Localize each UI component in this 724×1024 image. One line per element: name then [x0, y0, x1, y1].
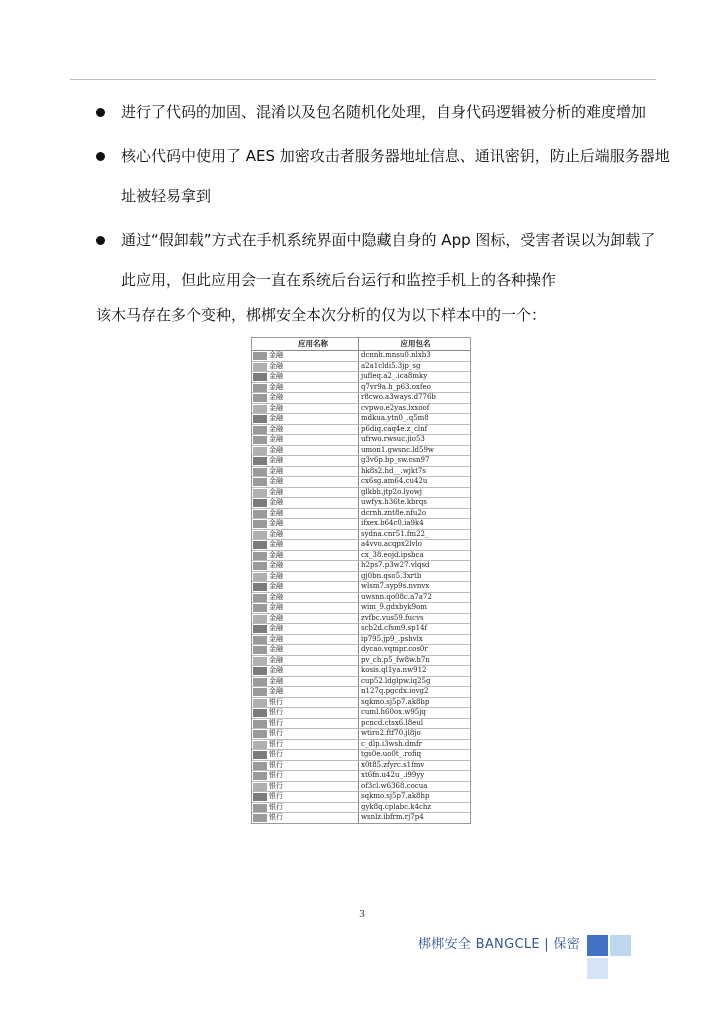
table-row: [251, 582, 471, 593]
app-name-text: 银行: [269, 739, 283, 748]
package-name-cell: ifxex.b64c0.ia9k4: [359, 519, 472, 530]
package-name-cell: wsnlz.ibfrm.rj7p4: [359, 813, 472, 824]
package-name-cell: sqkmo.sj5p7.ak8hp: [359, 697, 472, 708]
app-name-text: 金融: [269, 624, 283, 633]
package-name-cell: cx6sg.am64.cu42u: [359, 477, 472, 488]
redacted-app-icon: [253, 741, 267, 749]
table-row: [251, 697, 471, 708]
app-name-text: 金融: [269, 592, 283, 601]
app-name-text: 金融: [269, 361, 283, 370]
app-name-text: 金融: [269, 477, 283, 486]
app-name-text: 银行: [269, 802, 283, 811]
app-name-text: 金融: [269, 351, 283, 360]
app-name-cell: [251, 603, 359, 614]
app-name-cell: [251, 750, 359, 761]
package-name-cell: of3cl.w6368.cocua: [359, 781, 472, 792]
app-name-text: 金融: [269, 424, 283, 433]
package-name-cell: ufrwo.rwsuc.jio53: [359, 435, 472, 446]
table-row: [251, 477, 471, 488]
app-name-text: 银行: [269, 729, 283, 738]
table-row: [251, 466, 471, 477]
package-name-cell: kosis.ql1ya.nw912: [359, 666, 472, 677]
package-name-cell: pcncd.ctsx6.l8eul: [359, 718, 472, 729]
logo-square-light: [610, 935, 631, 956]
package-name-cell: sydna.cnr51.fm22_: [359, 529, 472, 540]
app-name-text: 金融: [269, 603, 283, 612]
app-name-cell: [251, 739, 359, 750]
app-name-cell: [251, 571, 359, 582]
bullet-text-line: 通过“假卸载”方式在手机系统界面中隐藏自身的 App 图标，受害者误以为卸载了: [121, 231, 656, 249]
bullet-text-line: 进行了代码的加固、混淆以及包名随机化处理，自身代码逻辑被分析的难度增加: [121, 103, 647, 121]
table-row: [251, 540, 471, 551]
table-row: [251, 760, 471, 771]
package-name-cell: dcrnh.znt8e.nfu2o: [359, 508, 472, 519]
table-row: [251, 708, 471, 719]
redacted-app-icon: [253, 499, 267, 507]
app-name-cell: [251, 613, 359, 624]
package-name-cell: gyk8q.cplabc.k4chz: [359, 802, 472, 813]
column-header-package-name: 应用包名: [359, 337, 472, 351]
package-name-cell: wim_9.gdxbyk9om: [359, 603, 472, 614]
app-name-text: 金融: [269, 466, 283, 475]
app-name-text: 金融: [269, 540, 283, 549]
intro-paragraph: 该木马存在多个变种，梆梆安全本次分析的仅为以下样本中的一个：: [96, 306, 547, 324]
redacted-app-icon: [253, 478, 267, 486]
table-body: [251, 351, 471, 824]
table-row: [251, 508, 471, 519]
redacted-app-icon: [253, 657, 267, 665]
app-name-cell: [251, 718, 359, 729]
redacted-app-icon: [253, 373, 267, 381]
app-name-text: 金融: [269, 550, 283, 559]
table-row: [251, 393, 471, 404]
app-name-cell: [251, 792, 359, 803]
app-name-cell: [251, 634, 359, 645]
app-name-cell: [251, 729, 359, 740]
app-name-text: 金融: [269, 382, 283, 391]
app-name-text: 金融: [269, 519, 283, 528]
app-name-cell: [251, 666, 359, 677]
app-name-cell: [251, 456, 359, 467]
redacted-app-icon: [253, 636, 267, 644]
app-name-text: 银行: [269, 718, 283, 727]
bullet-dot-icon: [96, 152, 105, 161]
app-name-text: 金融: [269, 435, 283, 444]
redacted-app-icon: [253, 804, 267, 812]
app-name-cell: [251, 781, 359, 792]
table-row: [251, 666, 471, 677]
app-name-text: 金融: [269, 393, 283, 402]
package-name-cell: sqkmo.sj5p7.ak8hp: [359, 792, 472, 803]
app-name-text: 金融: [269, 445, 283, 454]
app-name-cell: [251, 372, 359, 383]
redacted-app-icon: [253, 646, 267, 654]
app-name-text: 金融: [269, 498, 283, 507]
footer-brand-text: 梆梆安全 BANGCLE | 保密: [418, 937, 581, 952]
table-row: [251, 687, 471, 698]
app-name-cell: [251, 414, 359, 425]
app-name-text: 银行: [269, 792, 283, 801]
table-row: [251, 603, 471, 614]
bullet-dot-icon: [96, 236, 105, 245]
package-name-cell: q7vr9a.h_p63.oxfeo: [359, 382, 472, 393]
redacted-app-icon: [253, 384, 267, 392]
table-row: [251, 403, 471, 414]
redacted-app-icon: [253, 594, 267, 602]
table-row: [251, 750, 471, 761]
table-row: [251, 729, 471, 740]
package-name-cell: xt6fn.u42u_.i99yy: [359, 771, 472, 782]
redacted-app-icon: [253, 709, 267, 717]
bullet-item: [96, 136, 676, 216]
package-name-cell: a4vvo.acqpx2lvlo: [359, 540, 472, 551]
package-name-cell: p6diq.caq4e.z_clnf: [359, 424, 472, 435]
logo-square-pale: [587, 958, 608, 979]
column-header-app-name: 应用名称: [251, 337, 359, 351]
redacted-app-icon: [253, 573, 267, 581]
package-name-cell: x0t85.zfyrc.s1fmv: [359, 760, 472, 771]
app-name-text: 金融: [269, 687, 283, 696]
app-name-text: 金融: [269, 487, 283, 496]
package-name-cell: jufleq.a2_.ica8mky: [359, 372, 472, 383]
table-row: [251, 529, 471, 540]
app-name-text: 金融: [269, 561, 283, 570]
app-name-text: 银行: [269, 708, 283, 717]
app-name-cell: [251, 403, 359, 414]
redacted-app-icon: [253, 699, 267, 707]
app-name-cell: [251, 498, 359, 509]
table-row: [251, 813, 471, 824]
redacted-app-icon: [253, 783, 267, 791]
redacted-app-icon: [253, 762, 267, 770]
app-name-cell: [251, 624, 359, 635]
package-name-cell: a2a1cldi5.3jp_sg: [359, 361, 472, 372]
app-name-cell: [251, 582, 359, 593]
package-name-cell: pv_ch.p5_fw8w.h7n: [359, 655, 472, 666]
redacted-app-icon: [253, 552, 267, 560]
app-name-text: 金融: [269, 676, 283, 685]
redacted-app-icon: [253, 520, 267, 528]
redacted-app-icon: [253, 615, 267, 623]
table-row: [251, 550, 471, 561]
package-name-cell: ip795.jp9_.pshvlx: [359, 634, 472, 645]
redacted-app-icon: [253, 468, 267, 476]
table-row: [251, 624, 471, 635]
table-row: [251, 571, 471, 582]
package-name-cell: umon1.gwsnc.ld59w: [359, 445, 472, 456]
table-row: [251, 435, 471, 446]
redacted-app-icon: [253, 667, 267, 675]
app-name-cell: [251, 529, 359, 540]
app-name-cell: [251, 477, 359, 488]
app-name-cell: [251, 687, 359, 698]
app-name-text: 金融: [269, 634, 283, 643]
app-name-cell: [251, 466, 359, 477]
table-row: [251, 361, 471, 372]
app-name-cell: [251, 813, 359, 824]
app-name-cell: [251, 708, 359, 719]
package-name-cell: glkbh.jtp2o.lyowj: [359, 487, 472, 498]
app-name-cell: [251, 550, 359, 561]
redacted-app-icon: [253, 751, 267, 759]
package-name-cell: hk8s2.hd__.wjkt7s: [359, 466, 472, 477]
package-name-cell: cup52.ldglpw.iq25g: [359, 676, 472, 687]
table-row: [251, 718, 471, 729]
redacted-app-icon: [253, 583, 267, 591]
package-name-cell: zvfbc.vus59.fucvs: [359, 613, 472, 624]
app-name-text: 银行: [269, 750, 283, 759]
redacted-app-icon: [253, 426, 267, 434]
redacted-app-icon: [253, 457, 267, 465]
app-name-cell: [251, 655, 359, 666]
app-name-text: 银行: [269, 697, 283, 706]
app-name-text: 银行: [269, 781, 283, 790]
app-name-text: 金融: [269, 456, 283, 465]
table-row: [251, 634, 471, 645]
table-row: [251, 781, 471, 792]
table-row: [251, 592, 471, 603]
app-name-cell: [251, 645, 359, 656]
app-name-text: 金融: [269, 613, 283, 622]
app-name-cell: [251, 676, 359, 687]
app-name-text: 金融: [269, 403, 283, 412]
package-name-cell: cvpwo.e2yas.lxxoof: [359, 403, 472, 414]
package-name-cell: tgs0e.uo0t_.rofiq: [359, 750, 472, 761]
bullet-text-line: 此应用，但此应用会一直在系统后台运行和监控手机上的各种操作: [121, 271, 557, 289]
redacted-app-icon: [253, 447, 267, 455]
redacted-app-icon: [253, 688, 267, 696]
app-name-text: 银行: [269, 813, 283, 822]
redacted-app-icon: [253, 510, 267, 518]
redacted-app-icon: [253, 720, 267, 728]
header-rule: [70, 79, 656, 80]
table-row: [251, 802, 471, 813]
app-name-cell: [251, 382, 359, 393]
app-name-cell: [251, 771, 359, 782]
package-name-cell: cuml.h60ox.w95jq: [359, 708, 472, 719]
table-row: [251, 382, 471, 393]
redacted-app-icon: [253, 436, 267, 444]
table-row: [251, 351, 471, 362]
redacted-app-icon: [253, 625, 267, 633]
table-row: [251, 456, 471, 467]
app-name-cell: [251, 424, 359, 435]
app-name-text: 金融: [269, 529, 283, 538]
table-row: [251, 445, 471, 456]
table-row: [251, 613, 471, 624]
bullet-item: [96, 220, 676, 300]
redacted-app-icon: [253, 541, 267, 549]
package-name-cell: h2ps7.p3w27.vlqsd: [359, 561, 472, 572]
app-name-text: 金融: [269, 571, 283, 580]
table-row: [251, 561, 471, 572]
redacted-app-icon: [253, 394, 267, 402]
table-row: [251, 487, 471, 498]
bullet-dot-icon: [96, 108, 105, 117]
redacted-app-icon: [253, 730, 267, 738]
table-header-row: [251, 337, 471, 351]
page-number: 3: [359, 908, 365, 920]
redacted-app-icon: [253, 352, 267, 360]
app-name-cell: [251, 508, 359, 519]
package-name-cell: wlsm7.syp9s.nvnvx: [359, 582, 472, 593]
redacted-app-icon: [253, 363, 267, 371]
app-name-cell: [251, 445, 359, 456]
redacted-app-icon: [253, 405, 267, 413]
app-name-cell: [251, 393, 359, 404]
redacted-app-icon: [253, 489, 267, 497]
redacted-app-icon: [253, 678, 267, 686]
table-row: [251, 519, 471, 530]
app-name-cell: [251, 435, 359, 446]
app-name-cell: [251, 592, 359, 603]
redacted-app-icon: [253, 562, 267, 570]
package-name-cell: r8cwo.a3ways.d776b: [359, 393, 472, 404]
package-name-cell: wtiro2.ftf70.jl8jo: [359, 729, 472, 740]
redacted-app-icon: [253, 793, 267, 801]
table-row: [251, 676, 471, 687]
package-name-cell: dcnnh.mnsu0.nlxb3: [359, 351, 472, 362]
redacted-app-icon: [253, 531, 267, 539]
app-name-cell: [251, 561, 359, 572]
package-name-cell: dycao.vqmpr.cos0r: [359, 645, 472, 656]
app-name-text: 金融: [269, 666, 283, 675]
app-name-text: 银行: [269, 771, 283, 780]
sample-table: [251, 337, 471, 824]
app-name-cell: [251, 487, 359, 498]
table-row: [251, 771, 471, 782]
app-name-text: 银行: [269, 760, 283, 769]
app-name-text: 金融: [269, 414, 283, 423]
app-name-text: 金融: [269, 508, 283, 517]
redacted-app-icon: [253, 772, 267, 780]
table-row: [251, 792, 471, 803]
table-row: [251, 498, 471, 509]
package-name-cell: scb2d.cfsm9.sp14f: [359, 624, 472, 635]
table-row: [251, 645, 471, 656]
app-name-cell: [251, 540, 359, 551]
bullet-item: [96, 92, 676, 132]
package-name-cell: gj0bn.qso5.3xrtb: [359, 571, 472, 582]
app-name-text: 金融: [269, 582, 283, 591]
app-name-text: 金融: [269, 372, 283, 381]
app-name-cell: [251, 361, 359, 372]
app-name-cell: [251, 802, 359, 813]
bullet-text-line: 址被轻易拿到: [121, 187, 212, 205]
table-row: [251, 372, 471, 383]
package-name-cell: uwfyx.h36te.kbrqs: [359, 498, 472, 509]
app-name-cell: [251, 697, 359, 708]
redacted-app-icon: [253, 415, 267, 423]
redacted-app-icon: [253, 814, 267, 822]
app-name-cell: [251, 760, 359, 771]
bullet-text-line: 核心代码中使用了 AES 加密攻击者服务器地址信息、通讯密钥，防止后端服务器地: [121, 147, 670, 165]
package-name-cell: uwsnn.qo08c.a7a72: [359, 592, 472, 603]
table-row: [251, 414, 471, 425]
table-row: [251, 424, 471, 435]
app-name-text: 金融: [269, 655, 283, 664]
app-name-text: 金融: [269, 645, 283, 654]
package-name-cell: mdkua.ytn0_.q5m8: [359, 414, 472, 425]
table-row: [251, 655, 471, 666]
package-name-cell: g3v6p.bp_sw.csn97: [359, 456, 472, 467]
package-name-cell: c_dlp.i3wsh.dmfr: [359, 739, 472, 750]
redacted-app-icon: [253, 604, 267, 612]
logo-square-dark: [587, 935, 608, 956]
table-row: [251, 739, 471, 750]
app-name-cell: [251, 519, 359, 530]
package-name-cell: n127q.pgcdx.iovg2: [359, 687, 472, 698]
app-name-cell: [251, 351, 359, 362]
package-name-cell: cx_38.eojd.ipsbca: [359, 550, 472, 561]
